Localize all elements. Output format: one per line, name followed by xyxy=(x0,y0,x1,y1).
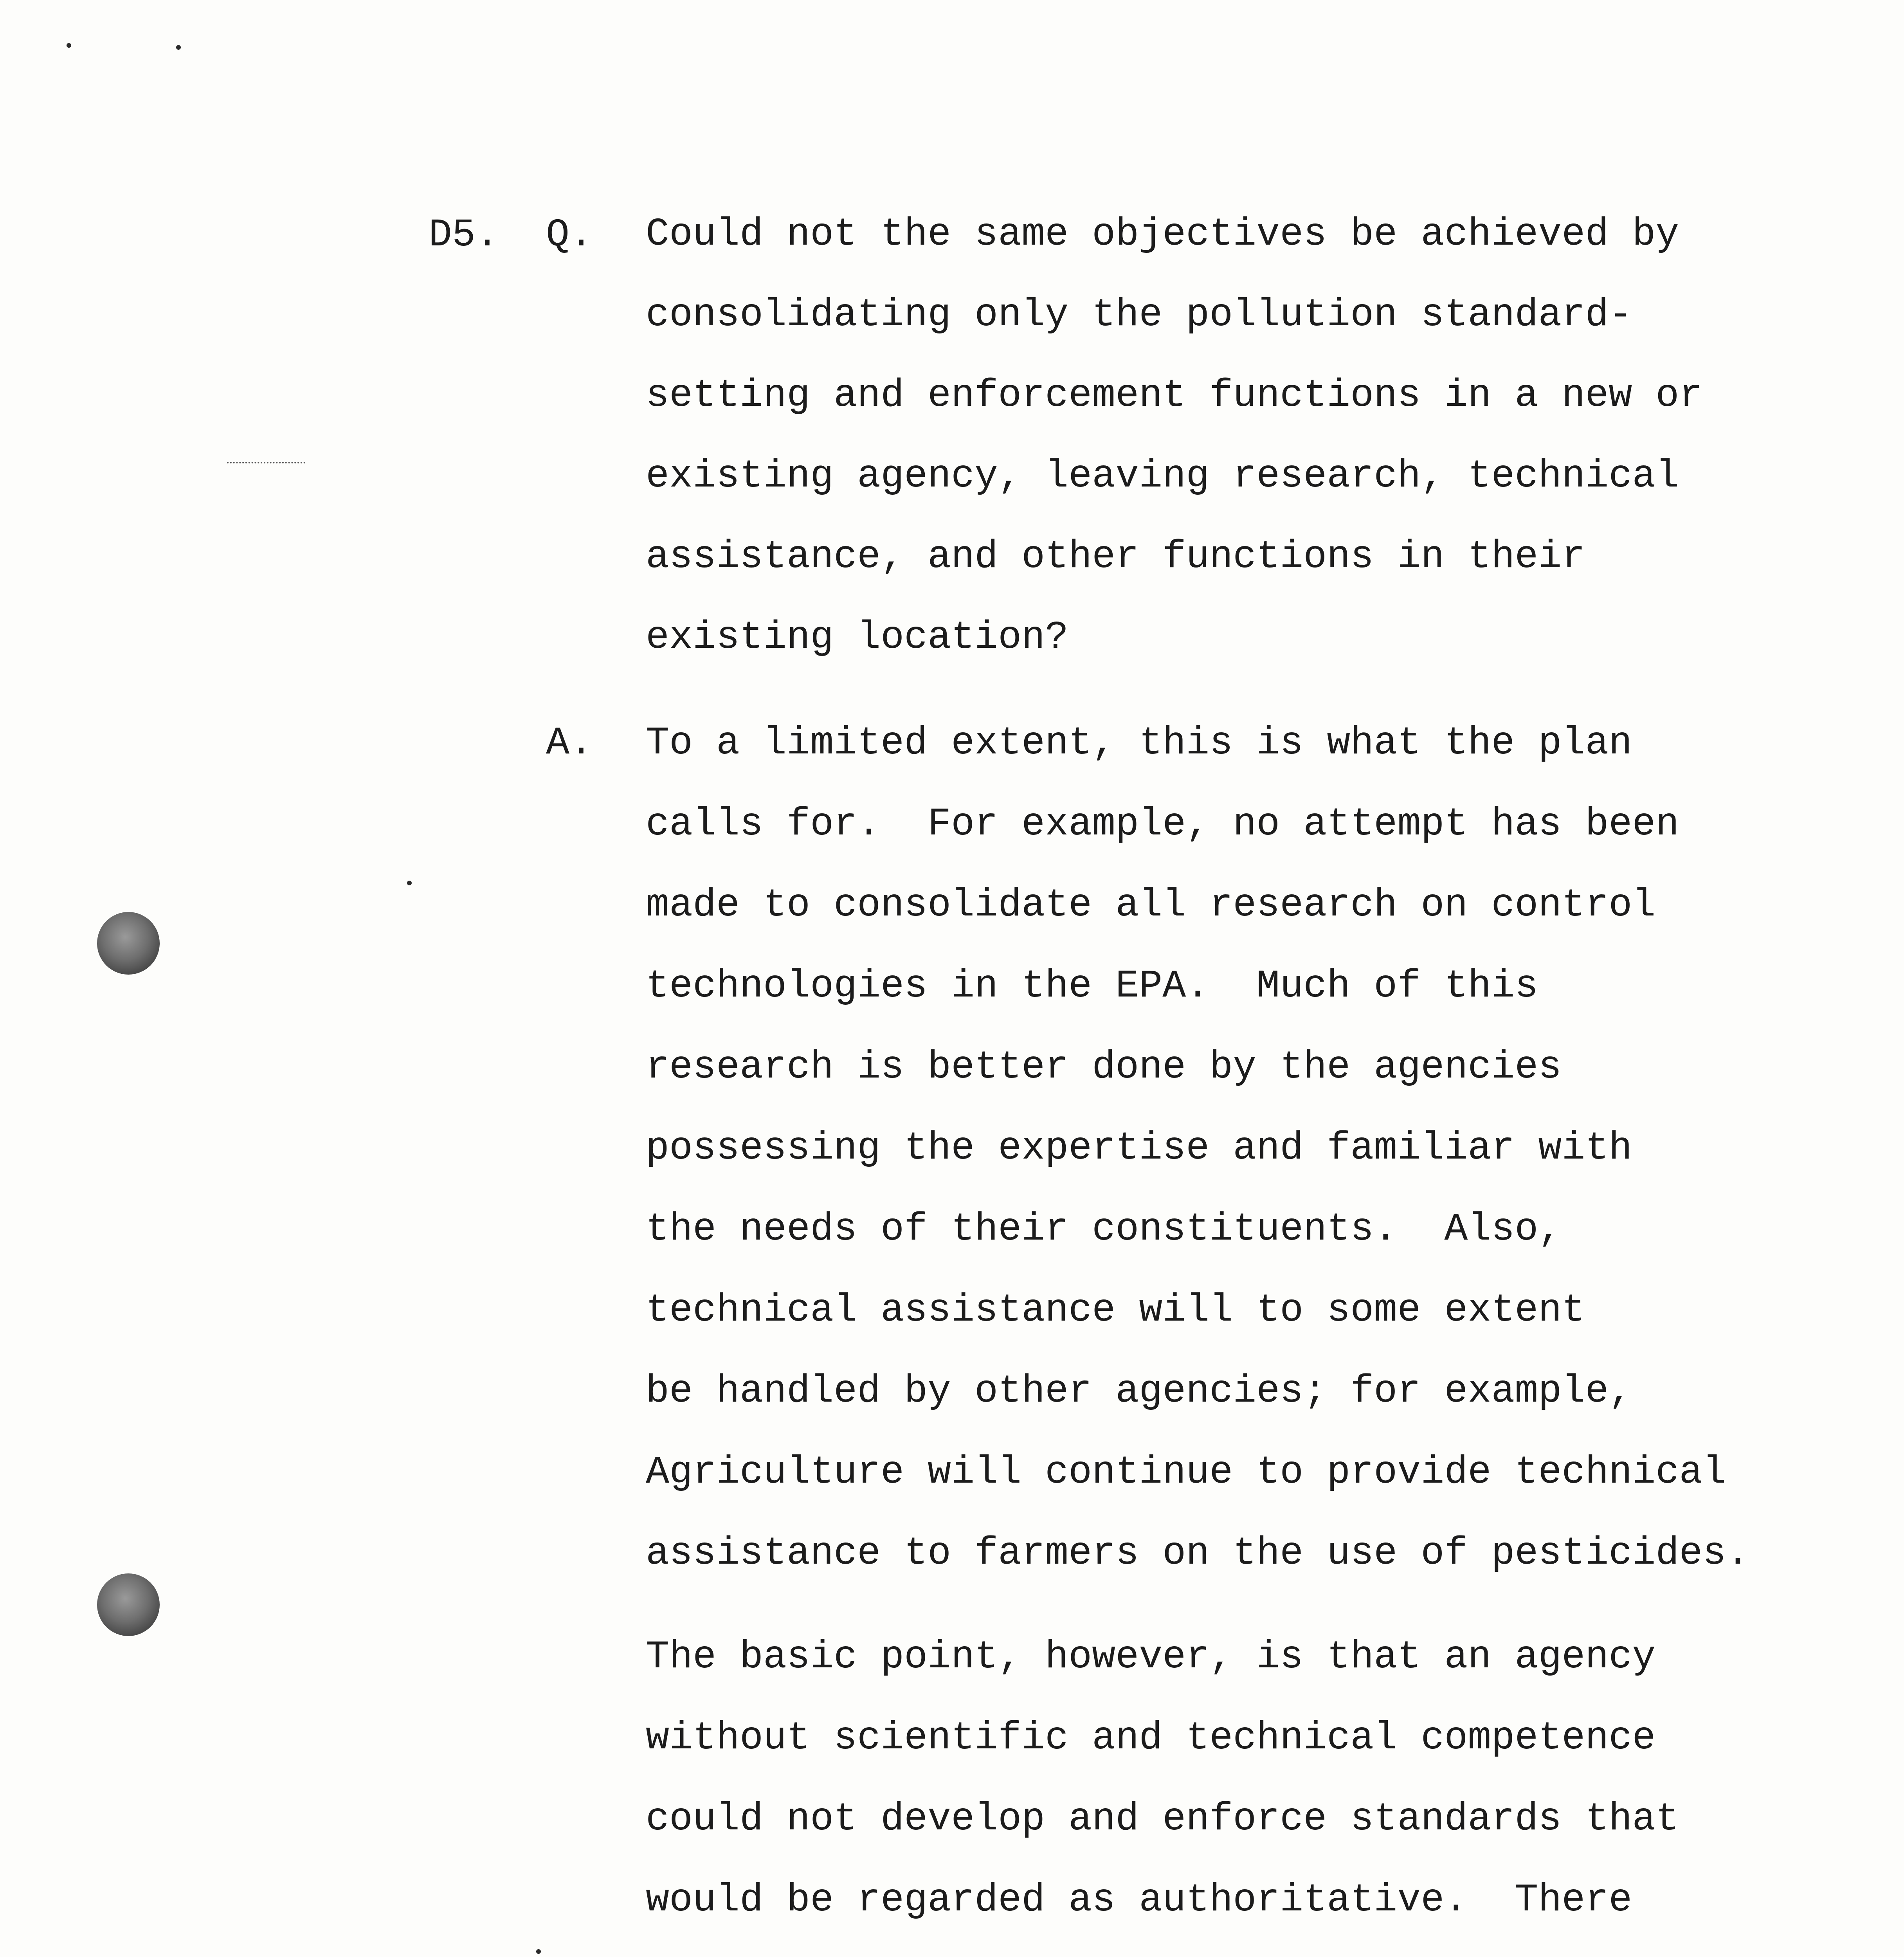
answer-line: technical assistance will to some extent xyxy=(646,1288,1585,1333)
scan-speck xyxy=(536,1949,541,1954)
answer-line: be handled by other agencies; for example, xyxy=(646,1370,1632,1414)
answer-line: Agriculture will continue to provide technical xyxy=(646,1451,1726,1495)
answer-line: research is better done by the agencies xyxy=(646,1045,1562,1090)
answer-line: without scientific and technical competence xyxy=(646,1716,1656,1761)
scan-speck xyxy=(176,45,181,50)
question-line: existing agency, leaving research, technical xyxy=(646,454,1679,499)
question-line: existing location? xyxy=(646,616,1069,660)
answer-line: could not develop and enforce standards that xyxy=(646,1797,1679,1842)
answer-line: possessing the expertise and familiar with xyxy=(646,1126,1632,1171)
question-line: Could not the same objectives be achieved by xyxy=(646,213,1679,257)
answer-line: technologies in the EPA. Much of this xyxy=(646,964,1538,1009)
answer-line: The basic point, however, is that an agency xyxy=(646,1635,1656,1679)
pencil-mark xyxy=(227,462,305,465)
answer-marker: A. xyxy=(546,721,593,766)
scan-speck xyxy=(67,43,71,48)
scan-speck xyxy=(407,881,412,885)
punch-hole-lower xyxy=(97,1573,160,1636)
question-marker: Q. xyxy=(546,213,593,258)
answer-line: To a limited extent, this is what the plan xyxy=(646,721,1632,766)
answer-line: calls for. For example, no attempt has been xyxy=(646,802,1679,847)
question-line: consolidating only the pollution standard- xyxy=(646,293,1632,337)
question-line: assistance, and other functions in their xyxy=(646,535,1585,579)
answer-line: would be regarded as authoritative. There xyxy=(646,1878,1632,1923)
answer-line: made to consolidate all research on control xyxy=(646,883,1656,928)
punch-hole-upper xyxy=(97,912,160,975)
item-number: D5. xyxy=(429,213,499,258)
answer-line: assistance to farmers on the use of pesticides. xyxy=(646,1532,1750,1576)
question-line: setting and enforcement functions in a new or xyxy=(646,374,1703,418)
answer-line: the needs of their constituents. Also, xyxy=(646,1207,1562,1252)
